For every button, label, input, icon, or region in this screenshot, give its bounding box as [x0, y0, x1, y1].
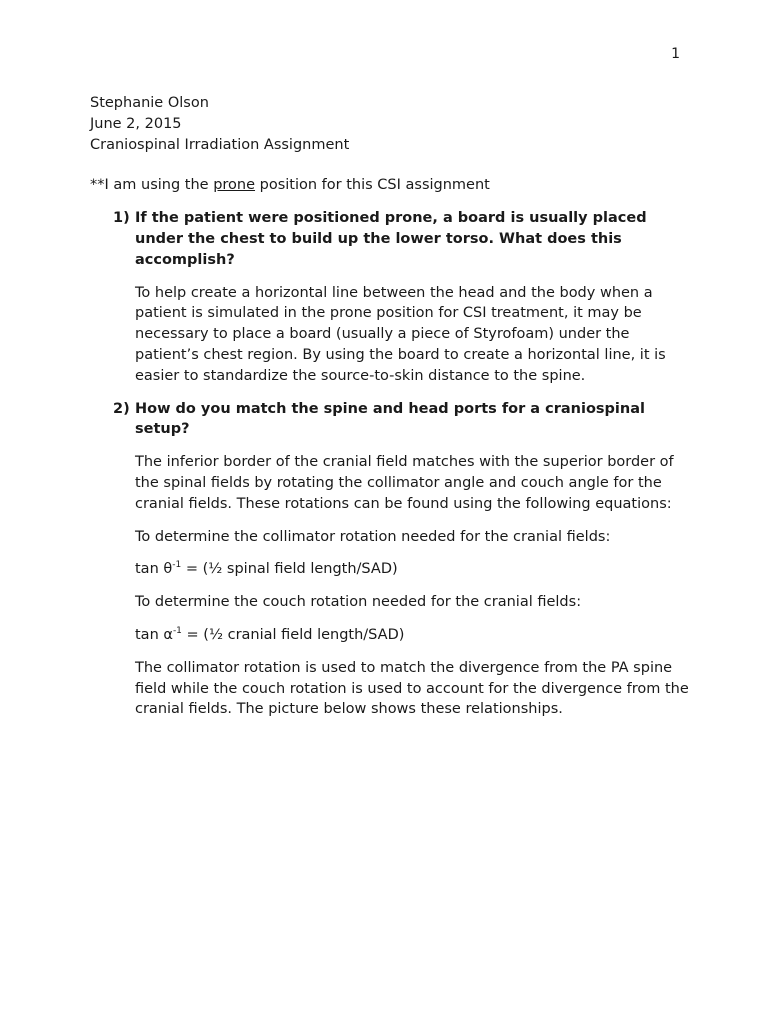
- question-2: [90, 399, 690, 441]
- question-number: 2): [113, 400, 130, 417]
- document-body: [90, 93, 690, 720]
- equation-rhs: = (½ spinal field length/SAD): [181, 561, 398, 578]
- couch-label: To determine the couch rotation needed for the cranial fields:: [135, 594, 582, 611]
- collimator-equation: [135, 559, 690, 580]
- document-title: Craniospinal Irradiation Assignment: [90, 136, 350, 153]
- question-text: How do you match the spine and head ports for a craniospinal setup?: [135, 400, 645, 438]
- question-number: 1): [113, 210, 130, 227]
- equation-exponent: -1: [172, 560, 182, 571]
- closing-paragraph: The collimator rotation is used to match the divergence from the PA spine field while the couch rotation is used to account for the divergence from the cranial fields. The picture below shows these relationships.: [135, 659, 689, 718]
- question-text: If the patient were positioned prone, a board is usually placed under the chest to build up the lower torso. What does this accomplish?: [135, 210, 647, 268]
- document-date: June 2, 2015: [90, 115, 182, 132]
- collimator-label: To determine the collimator rotation needed for the cranial fields:: [135, 528, 611, 545]
- page-number: 1: [671, 46, 680, 62]
- intro-emphasis: prone: [213, 177, 256, 194]
- equation-lhs: tan θ: [135, 561, 173, 578]
- answer-1: [90, 283, 690, 387]
- document-header: [90, 93, 690, 155]
- answer-paragraph: The inferior border of the cranial field matches with the superior border of the spinal fields by rotating the collimator angle and couch angle for the cranial fields. These rotations can be found using the following equations:: [135, 454, 674, 512]
- equation-lhs: tan α: [135, 626, 173, 643]
- answer-2: [90, 452, 690, 720]
- equation-rhs: = (½ cranial field length/SAD): [181, 626, 405, 643]
- couch-equation: [135, 625, 690, 646]
- author-name: Stephanie Olson: [90, 95, 209, 111]
- intro-suffix: position for this CSI assignment: [255, 177, 490, 194]
- answer-paragraph: To help create a horizontal line between the head and the body when a patient is simulated in the prone position for CSI treatment, it may be necessary to place a board (usually a piece of Styrofoam) under the patient’s chest region. By using the board to create a horizontal line, it is easier to standardize the source-to-skin distance to the spine.: [135, 284, 666, 384]
- intro-prefix: **I am using the: [90, 177, 214, 194]
- equation-exponent: -1: [172, 626, 182, 637]
- question-1: [90, 208, 690, 270]
- intro-note: [90, 175, 690, 196]
